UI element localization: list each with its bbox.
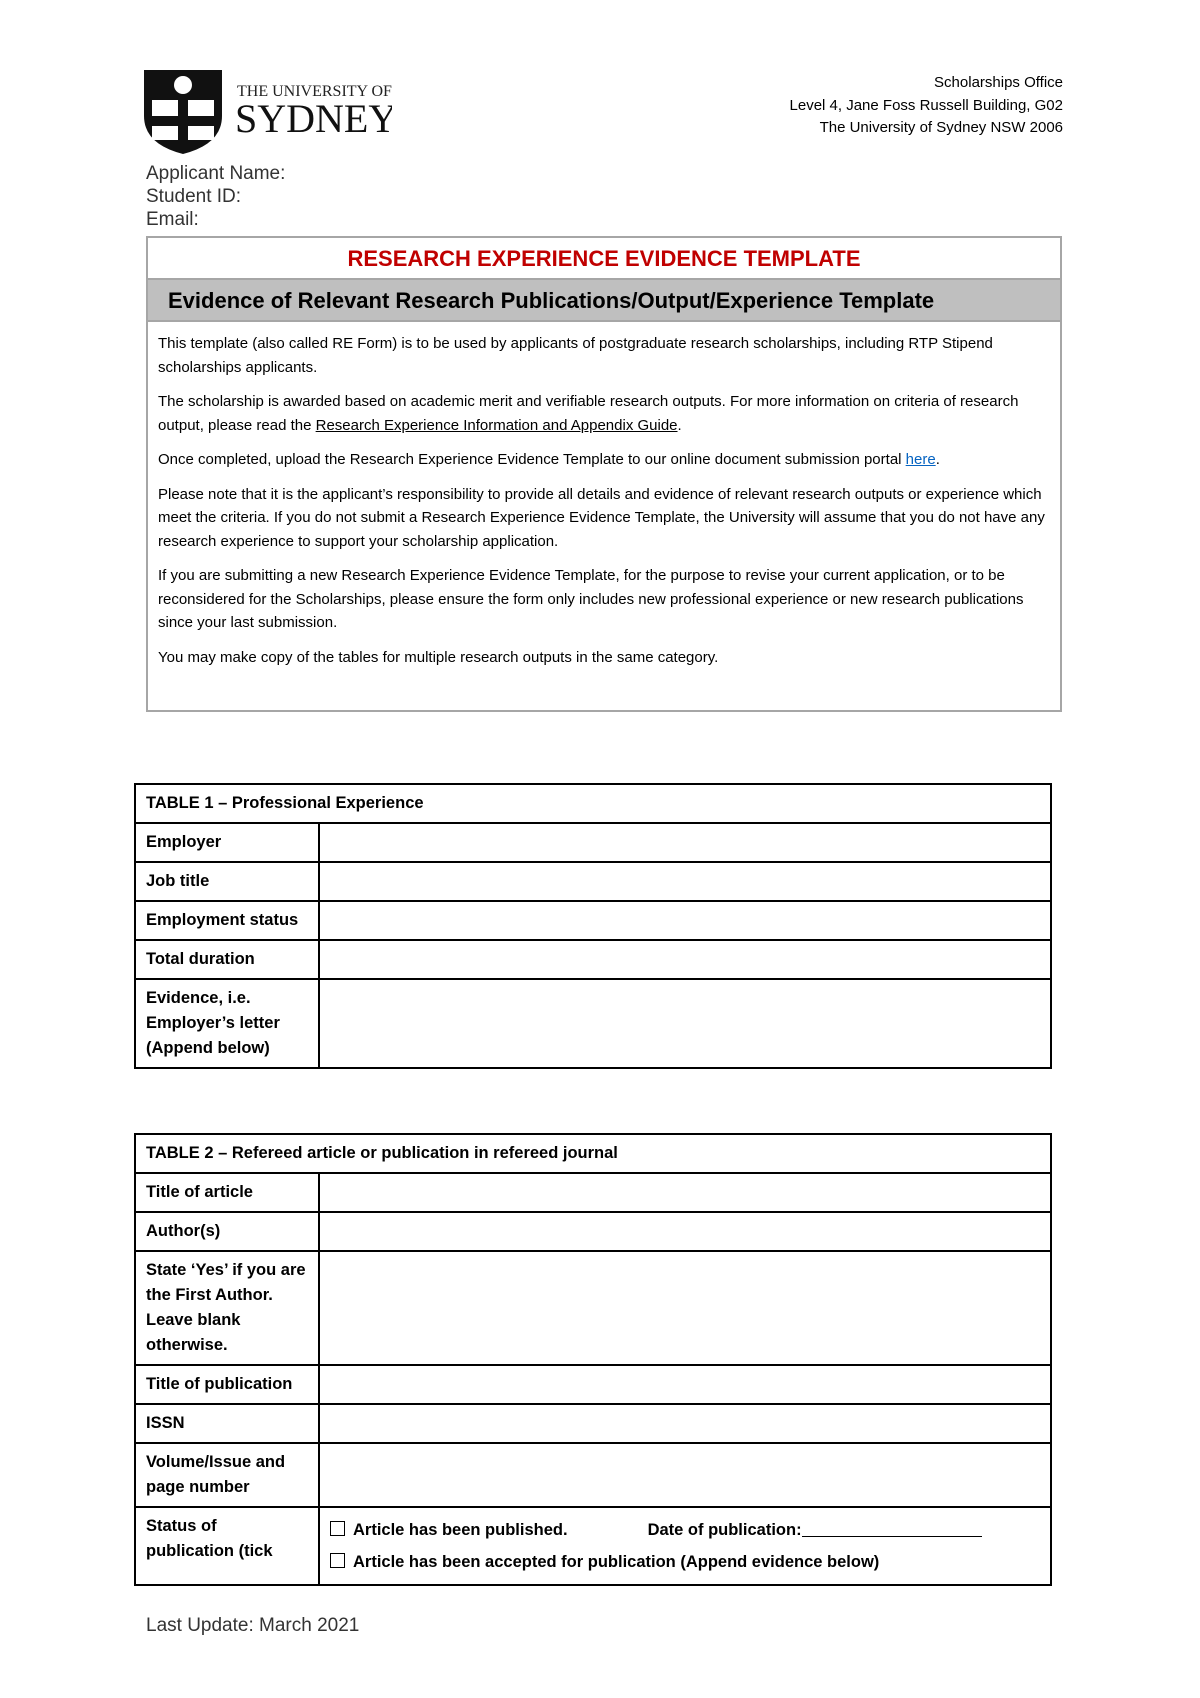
issn-field[interactable] [319, 1404, 1051, 1443]
intro-paragraph [158, 448, 1048, 472]
text: The scholarship is awarded based on academic merit and verifiable research outputs. For more information on criteria of research output, please read the [158, 393, 1019, 434]
date-input[interactable] [802, 1518, 982, 1537]
intro-paragraph: You may make copy of the tables for multiple research outputs in the same category. [158, 648, 719, 666]
publication-title-field[interactable] [319, 1365, 1051, 1404]
address-line: Scholarships Office [934, 74, 1063, 91]
text: . [677, 416, 682, 434]
row-label: State ‘Yes’ if you are the First Author. Leave blank otherwise. [135, 1251, 319, 1365]
svg-text:SYDNEY: SYDNEY [235, 96, 392, 141]
authors-field[interactable] [319, 1212, 1051, 1251]
employer-field[interactable] [319, 823, 1051, 862]
address-line: Level 4, Jane Foss Russell Building, G02 [789, 96, 1063, 114]
last-update: Last Update: March 2021 [146, 1615, 360, 1636]
row-label: Job title [135, 862, 319, 901]
university-logo [142, 66, 392, 156]
table-header: TABLE 2 – Refereed article or publication in refereed journal [135, 1134, 1051, 1173]
university-crest-icon [142, 66, 392, 156]
address-line: The University of Sydney NSW 2006 [819, 119, 1063, 136]
svg-text:THE UNIVERSITY OF: THE UNIVERSITY OF [237, 83, 392, 100]
job-title-field[interactable] [319, 862, 1051, 901]
intro-paragraph: This template (also called RE Form) is to be used by applicants of postgraduate research scholarships, including RTP Stipend scholarships applicants. [158, 335, 993, 376]
row-label: Author(s) [135, 1212, 319, 1251]
guide-link[interactable]: Research Experience Information and Appendix Guide [315, 416, 678, 434]
row-label: ISSN [135, 1404, 319, 1443]
status-cell [319, 1507, 1051, 1585]
row-label: Status of publication (tick [135, 1507, 319, 1585]
text: Once completed, upload the Research Experience Evidence Template to our online document submission portal [158, 451, 906, 468]
intro-paragraph: If you are submitting a new Research Experience Evidence Template, for the purpose to revise your current application, or to be reconsidered for the Scholarships, please ensure the form only includes new professional experience or new research publications since your last submission. [158, 567, 1024, 631]
row-label: Title of article [135, 1173, 319, 1212]
office-address [790, 72, 1063, 140]
row-label: Title of publication [135, 1365, 319, 1404]
template-title: RESEARCH EXPERIENCE EVIDENCE TEMPLATE [148, 238, 1060, 280]
accepted-checkbox[interactable] [330, 1553, 345, 1568]
template-subtitle: Evidence of Relevant Research Publications/Output/Experience Template [148, 280, 1060, 322]
published-label: Article has been published. [353, 1521, 568, 1539]
refereed-article-table [134, 1133, 1052, 1586]
accepted-label: Article has been accepted for publication (Append evidence below) [353, 1553, 880, 1571]
professional-experience-table [134, 783, 1052, 1069]
intro-paragraph: Please note that it is the applicant’s responsibility to provide all details and evidence of relevant research outputs or experience which meet the criteria. If you do not submit a Research Experience Evidence Template, the University will assume that you do not have any research experience to support your scholarship application. [158, 485, 1045, 550]
article-title-field[interactable] [319, 1173, 1051, 1212]
email-label: Email: [146, 209, 199, 230]
row-label: Volume/Issue and page number [135, 1443, 319, 1507]
volume-issue-field[interactable] [319, 1443, 1051, 1507]
published-checkbox[interactable] [330, 1521, 345, 1536]
first-author-field[interactable] [319, 1251, 1051, 1365]
evidence-field[interactable] [319, 979, 1051, 1068]
row-label: Evidence, i.e. Employer’s letter (Append below) [135, 979, 319, 1068]
row-label: Employment status [135, 901, 319, 940]
portal-link[interactable]: here [905, 451, 936, 468]
applicant-name-label: Applicant Name: [146, 163, 286, 184]
applicant-fields [146, 162, 285, 231]
row-label: Total duration [135, 940, 319, 979]
total-duration-field[interactable] [319, 940, 1051, 979]
text: . [935, 451, 940, 468]
table-header: TABLE 1 – Professional Experience [135, 784, 1051, 823]
date-label: Date of publication: [647, 1521, 802, 1539]
row-label: Employer [135, 823, 319, 862]
intro-box [146, 236, 1062, 712]
student-id-label: Student ID: [146, 186, 242, 207]
intro-paragraph [158, 390, 1048, 437]
employment-status-field[interactable] [319, 901, 1051, 940]
